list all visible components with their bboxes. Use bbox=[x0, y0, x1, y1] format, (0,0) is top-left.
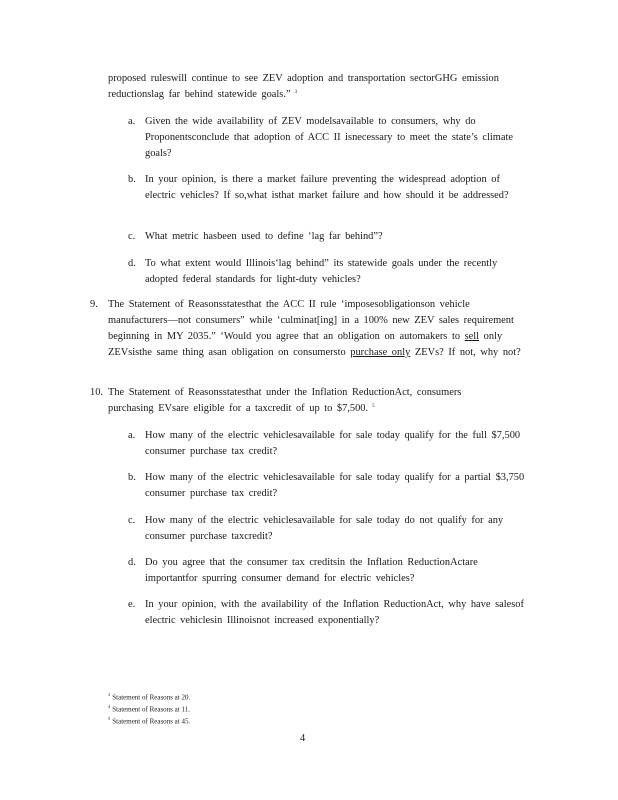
q9-label: 9. bbox=[90, 299, 98, 310]
q10d-label: d. bbox=[128, 557, 136, 568]
q10a-label: a. bbox=[128, 430, 136, 441]
intro-text: proposed ruleswill continue to see ZEV adoption and transportation sectorGHG emission reductionslag far behind statewide goals.” bbox=[108, 73, 499, 100]
q10-label: 10. bbox=[90, 387, 103, 398]
q9-text-c: ZEVs? If not, why not? bbox=[410, 347, 521, 358]
page-number: 4 bbox=[300, 733, 306, 744]
q9-purchase-only: purchase only bbox=[350, 347, 411, 358]
footnote-3: $^3$ Statement of Reasons at 20. bbox=[108, 692, 191, 702]
footnote-5: $^5$ Statement of Reasons at 45. bbox=[108, 716, 191, 726]
q10b-label: b. bbox=[128, 472, 136, 483]
footnote-ref-5: 5 bbox=[372, 403, 375, 409]
q8c-label: c. bbox=[128, 231, 136, 242]
q10e-label: e. bbox=[128, 599, 136, 610]
q10d-text: Do you agree that the consumer tax creditsin the Inflation ReductionActare importantfor spurring consumer demand for electric vehicles? bbox=[145, 557, 478, 584]
q8d-text: To what extent would Illinois‘lag behind” its statewide goals under the recently adopted federal standards for light-duty vehicles? bbox=[145, 258, 498, 285]
q9-text-b: only ZEVsisthe same thing asan obligation on consumersto bbox=[108, 331, 503, 358]
q8b-text: In your opinion, is there a market failure preventing the widespread adoption of electric vehicles? If so,what isthat market failure and how should it be addressed? bbox=[145, 174, 509, 201]
q10c-label: c. bbox=[128, 515, 136, 526]
q8d-label: d. bbox=[128, 258, 136, 269]
q10a-text: How many of the electric vehiclesavailable for sale today qualify for the full $7,500 consumer purchase tax credit? bbox=[145, 430, 521, 457]
intro-paragraph bbox=[108, 71, 503, 103]
q10b-text: How many of the electric vehiclesavailable for sale today qualify for a partial $3,750 consumer purchase tax credit? bbox=[145, 472, 525, 499]
q8b-label: b. bbox=[128, 174, 136, 185]
q9-sell: sell bbox=[464, 331, 480, 342]
q9-text-a: The Statement of Reasonsstatesthat the ACC II rule ‘imposesobligationson vehicle manufacturers—not consumers” while ‘culminat[ing] in a 100% new ZEV sales requirement beginning in MY 2035.” ‘Would you agree that an obligation on automakers to bbox=[108, 299, 514, 342]
q8c-text: What metric hasbeen used to define ‘lag far behind”? bbox=[145, 231, 383, 242]
q9-text bbox=[108, 297, 528, 361]
footnote-ref-3: 3 bbox=[294, 89, 298, 95]
q10e-text: In your opinion, with the availability of the Inflation ReductionAct, why have salesof electric vehiclesin Illinoisnot increased exponentially? bbox=[145, 599, 524, 626]
q10-body: The Statement of Reasonsstatesthat under the Inflation ReductionAct, consumers purchasing EVsare eligible for a taxcredit of up to $7,500. bbox=[108, 387, 462, 414]
q8a-label: a. bbox=[128, 116, 136, 127]
footnote-4: $^4$ Statement of Reasons at 11. bbox=[108, 704, 190, 714]
q8a-text: Given the wide availability of ZEV modelsavailable to consumers, why do Proponentsconclude that adoption of ACC II isnecessary to meet the state’s climate goals? bbox=[145, 116, 513, 159]
q10-text bbox=[108, 385, 503, 417]
q10c-text: How many of the electric vehiclesavailable for sale today do not qualify for any consumer purchase taxcredit? bbox=[145, 515, 504, 542]
